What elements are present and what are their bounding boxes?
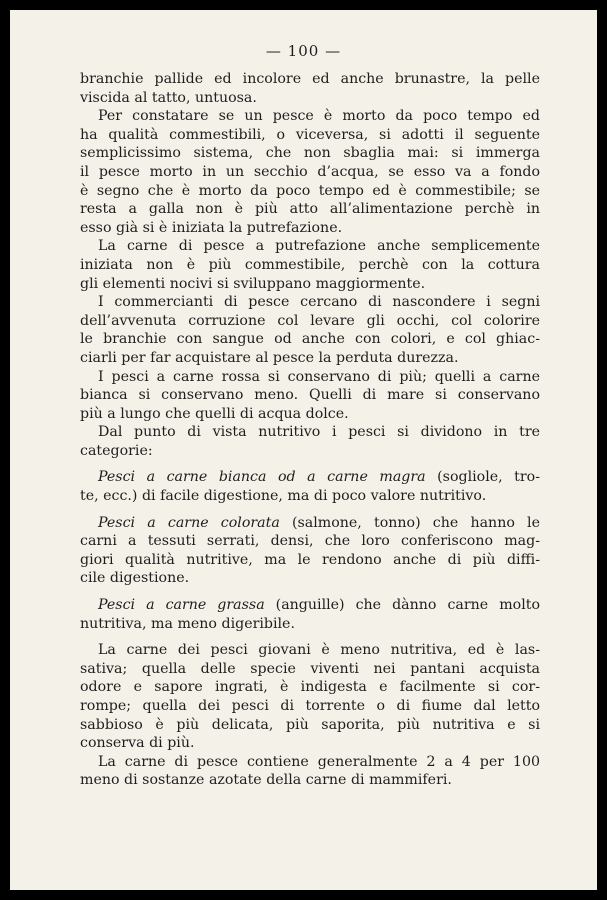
text-line: [80, 89, 540, 108]
italic-term: Pesci a carne grassa: [98, 597, 265, 614]
body-text: [80, 70, 540, 790]
text-line: [80, 596, 540, 615]
line-text: sabbioso è più delicata, più saporita, più nutritiva e si: [80, 716, 540, 733]
line-text: (salmone, tonno) che hanno le: [279, 514, 540, 531]
text-line: [80, 569, 540, 588]
text-line: [80, 386, 540, 405]
book-page: [10, 10, 597, 890]
page-number: — 100 —: [265, 42, 342, 60]
line-text: conserva di più.: [80, 735, 195, 752]
italic-term: Pesci a carne bianca od a carne magra: [98, 469, 426, 486]
text-line: [80, 678, 540, 697]
line-text: resta a galla non è più atto all’alimentazione perchè in: [80, 201, 540, 218]
paragraph-gap: [80, 633, 540, 641]
line-text: viscida al tatto, untuosa.: [80, 89, 257, 106]
paragraph-gap: [80, 506, 540, 514]
text-line: [80, 551, 540, 570]
text-line: [80, 468, 540, 487]
text-line: [80, 256, 540, 275]
line-text: esso già si è iniziata la putrefazione.: [80, 219, 343, 236]
text-line: [80, 126, 540, 145]
line-text: I commercianti di pesce cercano di nascondere i segni: [98, 294, 540, 311]
text-line: [80, 330, 540, 349]
text-line: [80, 312, 540, 331]
line-text: sativa; quella delle specie viventi nei pantani acquista: [80, 660, 540, 677]
text-line: [80, 275, 540, 294]
text-line: [80, 107, 540, 126]
line-text: carni a tessuti serrati, densi, che loro conferiscono mag-: [80, 533, 540, 550]
line-text: ciarli per far acquistare al pesce la perduta durezza.: [80, 349, 459, 366]
line-text: giori qualità nutritive, ma le rendono anche di più diffi-: [80, 551, 540, 568]
text-line: [80, 532, 540, 551]
line-text: semplicissimo sistema, che non sbaglia mai: si immerga: [80, 145, 540, 162]
line-text: La carne di pesce contiene generalmente 2 a 4 per 100: [98, 753, 540, 770]
text-line: [80, 697, 540, 716]
text-line: [80, 182, 540, 201]
paragraph-gap: [80, 588, 540, 596]
line-text: iniziata non è più commestibile, perchè con la cottura: [80, 256, 540, 273]
line-text: dell’avvenuta corruzione col levare gli occhi, col colorire: [80, 312, 540, 329]
text-line: [80, 487, 540, 506]
line-text: più a lungo che quelli di acqua dolce.: [80, 405, 349, 422]
line-text: gli elementi nocivi si sviluppano maggiormente.: [80, 275, 426, 292]
line-text: Dal punto di vista nutritivo i pesci si dividono in tre: [98, 424, 540, 441]
text-line: [80, 144, 540, 163]
line-text: cile digestione.: [80, 570, 190, 587]
line-text: La carne di pesce a putrefazione anche semplicemente: [98, 238, 540, 255]
paragraph-gap: [80, 460, 540, 468]
text-line: [80, 771, 540, 790]
text-line: [80, 368, 540, 387]
text-line: [80, 734, 540, 753]
text-line: [80, 405, 540, 424]
text-line: [80, 716, 540, 735]
text-line: [80, 660, 540, 679]
text-line: [80, 423, 540, 442]
line-text: odore e sapore ingrati, è indigesta e facilmente si cor-: [80, 679, 540, 696]
text-line: [80, 514, 540, 533]
line-text: è segno che è morto da poco tempo ed è commestibile; se: [80, 182, 540, 199]
text-line: [80, 200, 540, 219]
line-text: categorie:: [80, 442, 153, 459]
line-text: le branchie con sangue od anche con colori, e col ghiac-: [80, 331, 540, 348]
line-text: il pesce morto in un secchio d’acqua, se esso va a fondo: [80, 163, 540, 180]
text-line: [80, 442, 540, 461]
line-text: rompe; quella dei pesci di torrente o di fiume dal letto: [80, 698, 540, 714]
text-line: [80, 219, 540, 238]
text-line: [80, 163, 540, 182]
text-line: [80, 615, 540, 634]
line-text: I pesci a carne rossa si conservano di più; quelli a carne: [98, 368, 540, 385]
line-text: (anguille) che dànno carne molto: [264, 597, 540, 614]
text-line: [80, 293, 540, 312]
text-line: [80, 753, 540, 772]
line-text: bianca si conservano meno. Quelli di mare si conservano: [80, 387, 540, 404]
line-text: te, ecc.) di facile digestione, ma di poco valore nutritivo.: [80, 488, 487, 505]
line-text: ha qualità commestibili, o viceversa, si adotti il seguente: [80, 126, 540, 143]
line-text: (sogliole, tro-: [425, 469, 540, 486]
text-line: [80, 237, 540, 256]
line-text: meno di sostanze azotate della carne di mammiferi.: [80, 772, 452, 789]
line-text: nutritiva, ma meno digeribile.: [80, 615, 295, 632]
text-line: [80, 70, 540, 89]
italic-term: Pesci a carne colorata: [98, 514, 280, 531]
line-text: La carne dei pesci giovani è meno nutritiva, ed è las-: [98, 642, 540, 659]
line-text: branchie pallide ed incolore ed anche brunastre, la pelle: [80, 71, 540, 87]
line-text: Per constatare se un pesce è morto da poco tempo ed: [98, 108, 540, 125]
text-line: [80, 349, 540, 368]
text-line: [80, 641, 540, 660]
